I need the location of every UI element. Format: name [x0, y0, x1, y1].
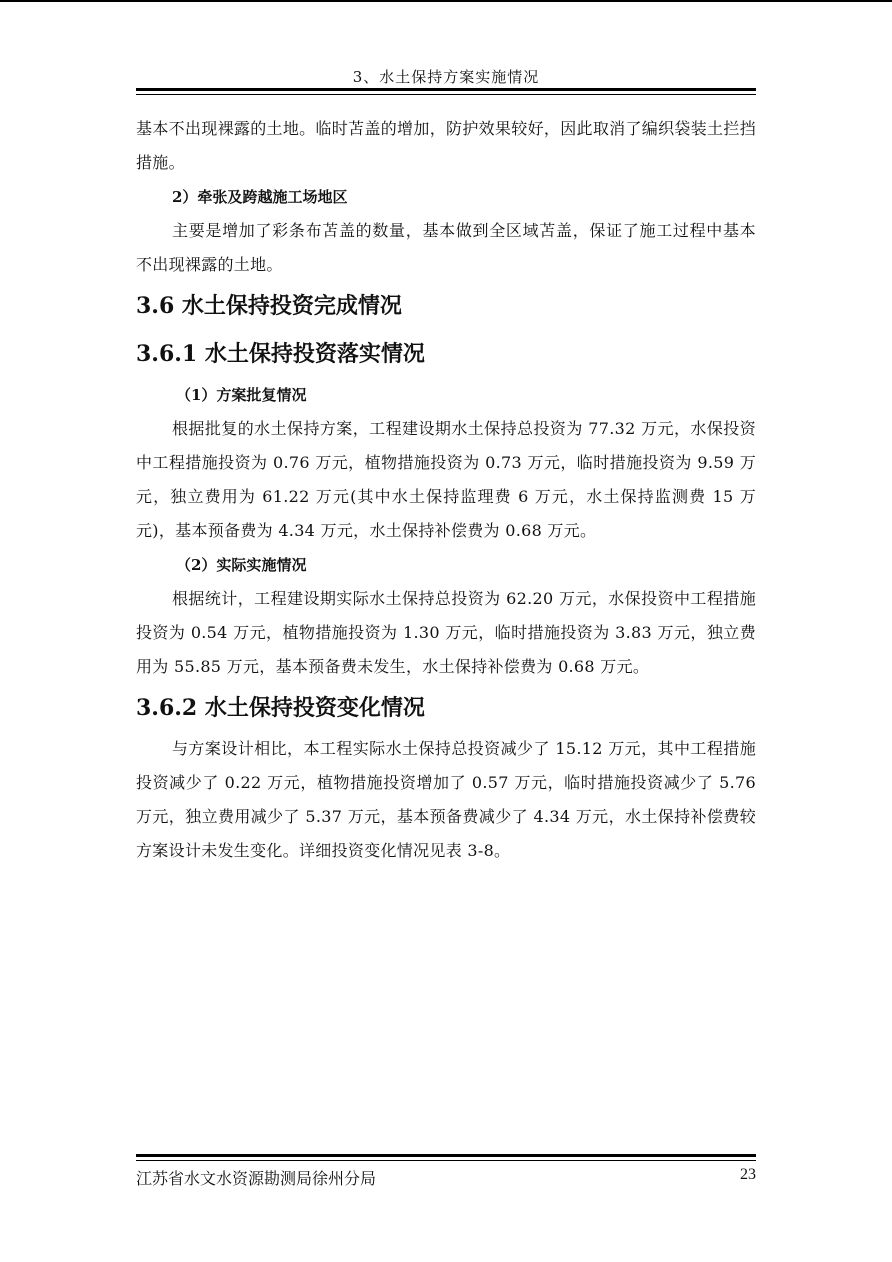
paragraph-plan-approval: 根据批复的水土保持方案，工程建设期水土保持总投资为 77.32 万元，水保投资中工程措施投资为 0.76 万元，植物措施投资为 0.73 万元，临时措施投资为 9.59 万元，独立费用为 61.22 万元(其中水土保持监理费 6 万元，水土保持监测费 15 万元)，基本预备费为 4.34 万元，水土保持补偿费为 0.68 万元。 [136, 419, 756, 540]
header-rule-thin [136, 94, 756, 95]
section-heading-3-6-1: 3.6.1 水土保持投资落实情况 [136, 341, 425, 367]
page-body [136, 112, 756, 868]
paragraph-investment-change: 与方案设计相比，本工程实际水土保持总投资减少了 15.12 万元，其中工程措施投资减少了 0.22 万元，植物措施投资增加了 0.57 万元，临时措施投资减少了 5.76 万元，独立费用减少了 5.37 万元，基本预备费减少了 4.34 万元，水土保持补偿费较方案设计未发生变化。详细投资变化情况见表 3-8。 [136, 739, 756, 860]
page-number: 23 [740, 1166, 756, 1183]
footer-rule-thick [136, 1154, 756, 1157]
subheading-actual-implementation: （2）实际实施情况 [176, 556, 307, 574]
footer-rule-thin [136, 1160, 756, 1161]
section-heading-3-6-2: 3.6.2 水土保持投资变化情况 [136, 695, 425, 721]
paragraph-tension-crossing: 主要是增加了彩条布苫盖的数量，基本做到全区域苫盖，保证了施工过程中基本不出现裸露的土地。 [136, 221, 756, 274]
subheading-plan-approval: （1）方案批复情况 [176, 386, 307, 404]
running-header: 3、水土保持方案实施情况 [352, 68, 540, 86]
subheading-tension-crossing-area: 2）牵张及跨越施工场地区 [172, 188, 348, 206]
header-rule-thick [136, 88, 756, 91]
paragraph-continued: 基本不出现裸露的土地。临时苫盖的增加，防护效果较好，因此取消了编织袋装土拦挡措施。 [136, 119, 756, 172]
paragraph-actual-implementation: 根据统计，工程建设期实际水土保持总投资为 62.20 万元，水保投资中工程措施投资为 0.54 万元，植物措施投资为 1.30 万元，临时措施投资为 3.83 万元，独立费用为 55.85 万元，基本预备费未发生，水土保持补偿费为 0.68 万元。 [136, 589, 756, 676]
page-top-border [0, 0, 892, 2]
section-heading-3-6: 3.6 水土保持投资完成情况 [136, 293, 402, 319]
footer-organization: 江苏省水文水资源勘测局徐州分局 [136, 1169, 377, 1188]
